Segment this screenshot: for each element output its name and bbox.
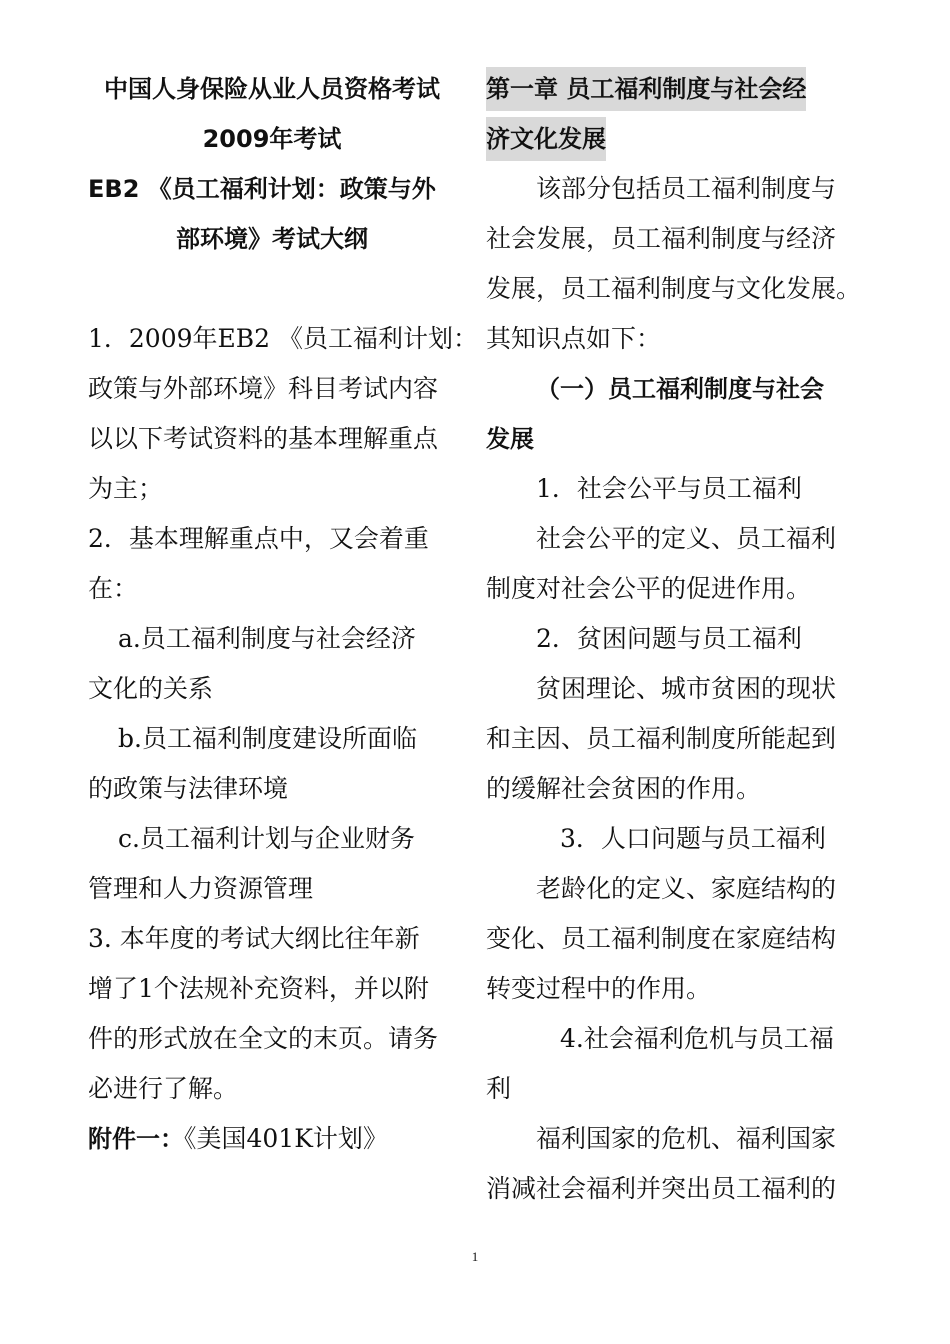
- subsection-heading: 4.社会福利危机与员工福: [560, 1024, 834, 1053]
- exam-title-line-1: 中国人身保险从业人员资格考试: [104, 75, 440, 103]
- exam-title-line-2: 2009年考试: [202, 125, 342, 153]
- body-line: 为主；: [88, 474, 164, 503]
- body-line: 以以下考试资料的基本理解重点: [88, 424, 439, 453]
- chapter-heading-text-1: 第一章 员工福利制度与社会经: [486, 67, 806, 111]
- left-column: [88, 64, 479, 1164]
- body-line: 其知识点如下：: [486, 324, 662, 353]
- body-line: 制度对社会公平的促进作用。: [486, 574, 812, 603]
- list-item-a: a.员工福利制度与社会经济: [118, 624, 416, 653]
- body-line: 该部分包括员工福利制度与: [536, 174, 837, 203]
- exam-title-line-3: EB2 《员工福利计划：政策与外: [88, 175, 436, 203]
- body-line: 社会发展，员工福利制度与经济: [486, 224, 837, 253]
- body-line: 2．基本理解重点中，又会着重: [88, 524, 429, 553]
- body-line: 老龄化的定义、家庭结构的: [536, 874, 837, 903]
- body-line: 福利国家的危机、福利国家: [536, 1124, 837, 1153]
- body-line: 社会公平的定义、员工福利: [536, 524, 837, 553]
- attachment-line: [88, 1114, 456, 1164]
- body-line: 必进行了解。: [88, 1074, 239, 1103]
- page-number: 1: [471, 1249, 479, 1264]
- body-line: 转变过程中的作用。: [486, 974, 712, 1003]
- body-line: 3. 本年度的考试大纲比往年新: [88, 924, 420, 953]
- body-line: 件的形式放在全文的末页。请务: [88, 1024, 439, 1053]
- body-line: 发展，员工福利制度与文化发展。: [486, 274, 862, 303]
- attachment-title: 《美国401K计划》: [184, 1124, 388, 1153]
- chapter-heading-text-2: 济文化发展: [486, 117, 606, 161]
- exam-title-line-4: 部环境》考试大纲: [176, 225, 368, 253]
- attachment-label: 附件一：: [88, 1125, 184, 1153]
- chapter-heading-line-2: [486, 114, 866, 164]
- subsection-heading: 2．贫困问题与员工福利: [536, 624, 802, 653]
- spacer: [88, 264, 456, 314]
- body-line: 政策与外部环境》科目考试内容: [88, 374, 439, 403]
- list-item-b: b.员工福利制度建设所面临: [118, 724, 417, 753]
- body-line: 消减社会福利并突出员工福利的: [486, 1174, 837, 1203]
- right-column: [486, 64, 866, 1214]
- body-line: 贫困理论、城市贫困的现状: [536, 674, 837, 703]
- subsection-heading: 1．社会公平与员工福利: [536, 474, 802, 503]
- section-heading-cont: 发展: [486, 425, 534, 453]
- body-line: 的缓解社会贫困的作用。: [486, 774, 762, 803]
- body-line: 管理和人力资源管理: [88, 874, 314, 903]
- section-heading: （一）员工福利制度与社会: [536, 375, 824, 403]
- body-line: 变化、员工福利制度在家庭结构: [486, 924, 837, 953]
- body-line: 利: [486, 1074, 512, 1103]
- body-line: 文化的关系: [88, 674, 214, 703]
- body-line: 1．2009年EB2 《员工福利计划：: [88, 324, 479, 353]
- body-line: 和主因、员工福利制度所能起到: [486, 724, 837, 753]
- body-line: 的政策与法律环境: [88, 774, 289, 803]
- body-line: 增了1个法规补充资料，并以附: [88, 974, 429, 1003]
- list-item-c: c.员工福利计划与企业财务: [118, 824, 415, 853]
- body-line: 在：: [88, 574, 139, 603]
- subsection-heading: 3．人口问题与员工福利: [560, 824, 826, 853]
- chapter-heading-line-1: [486, 64, 866, 114]
